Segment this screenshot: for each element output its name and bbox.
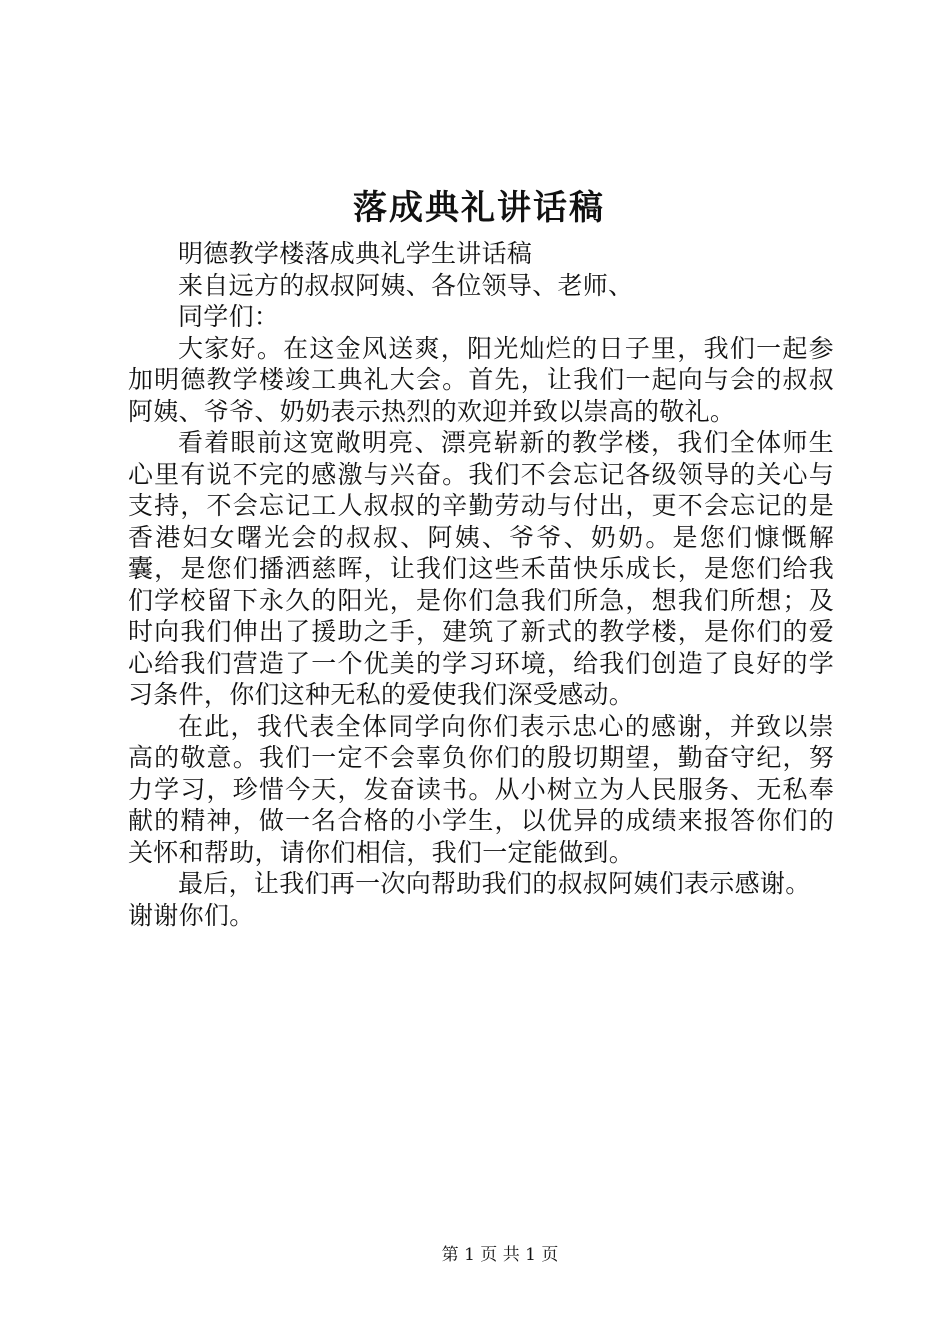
- document-body: [128, 238, 834, 931]
- speech-subtitle: 明德教学楼落成典礼学生讲话稿: [178, 239, 533, 268]
- body-paragraph: 大家好。在这金风送爽，阳光灿烂的日子里，我们一起参加明德教学楼竣工典礼大会。首先，让我们一起向与会的叔叔阿姨、爷爷、奶奶表示热烈的欢迎并致以崇高的敬礼。: [128, 333, 834, 426]
- salutation-line: 来自远方的叔叔阿姨、各位领导、老师、: [178, 270, 634, 300]
- body-paragraph: 看着眼前这宽敞明亮、漂亮崭新的教学楼，我们全体师生心里有说不完的感激与兴奋。我们不会忘记各级领导的关心与支持，不会忘记工人叔叔的辛勤劳动与付出，更不会忘记的是香港妇女曙光会的叔叔、阿姨、爷爷、奶奶。是您们慷慨解囊，是您们播洒慈晖，让我们这些禾苗快乐成长，是您们给我们学校留下永久的阳光，是你们急我们所急，想我们所想；及时向我们伸出了援助之手，建筑了新式的教学楼，是你们的爱心给我们营造了一个优美的学习环境，给我们创造了良好的学习条件，你们这种无私的爱使我们深受感动。: [128, 428, 834, 709]
- closing-line: 谢谢你们。: [128, 900, 255, 930]
- body-paragraph: 最后，让我们再一次向帮助我们的叔叔阿姨们表示感谢。: [178, 869, 811, 898]
- page-footer: 第 1 页 共 1 页: [441, 1245, 559, 1265]
- document-title: 落成典礼讲话稿: [353, 188, 605, 228]
- salutation-line: 同学们：: [178, 302, 280, 331]
- body-paragraph: 在此，我代表全体同学向你们表示忠心的感谢，并致以崇高的敬意。我们一定不会辜负你们的殷切期望，勤奋守纪，努力学习，珍惜今天，发奋读书。从小树立为人民服务、无私奉献的精神，做一名合格的小学生，以优异的成绩来报答你们的关怀和帮助，请你们相信，我们一定能做到。: [128, 711, 834, 867]
